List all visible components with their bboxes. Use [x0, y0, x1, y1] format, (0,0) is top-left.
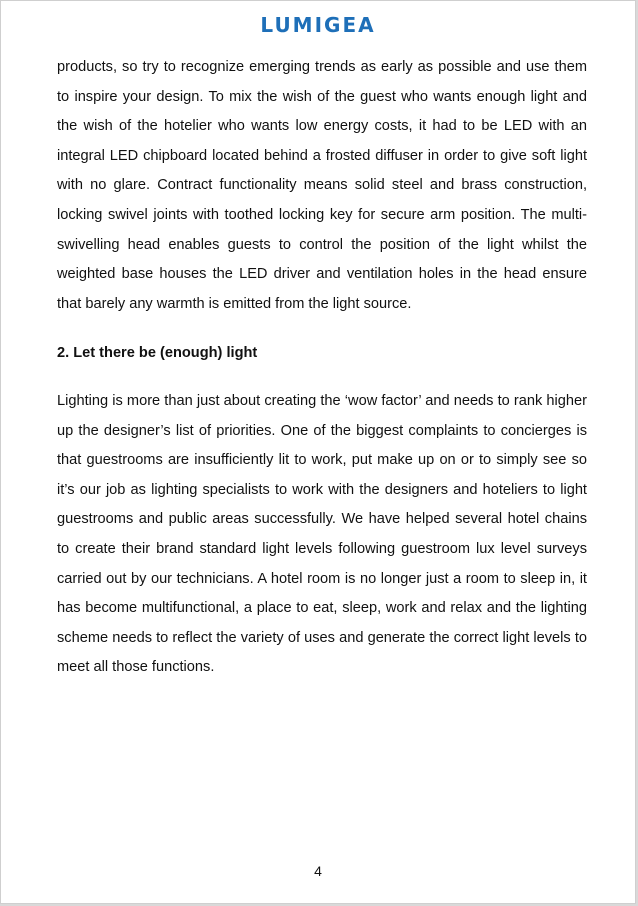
page-number: 4: [314, 863, 322, 879]
section-heading: 2. Let there be (enough) light: [57, 345, 258, 362]
company-logo: LUMIGEA: [260, 13, 376, 37]
body-paragraph-2: Lighting is more than just about creating the ‘wow factor’ and needs to rank higher up the designer’s list of priorities. One of the biggest complaints to concierges is that guestrooms are insufficiently lit to work, put make up on or to simply see so it’s our job as lighting specialists to work with the designers and hoteliers to light guestrooms and public areas successfully. We have helped several hotel chains to create their brand standard light levels following guestroom lux level surveys carried out by our technicians. A hotel room is no longer just a room to sleep in, it has become multifunctional, a place to eat, sleep, work and relax and the lighting scheme needs to reflect the variety of uses and generate the correct light levels to meet all those functions.: [57, 392, 587, 676]
body-paragraph-1: products, so try to recognize emerging trends as early as possible and use them to inspire your design. To mix the wish of the guest who wants enough light and the wish of the hotelier who wants low energy costs, it had to be LED with an integral LED chipboard located behind a frosted diffuser in order to give soft light with no glare. Contract functionality means solid steel and brass construction, locking swivel joints with toothed locking key for secure arm position. The multi-swivelling head enables guests to control the position of the light whilst the weighted base houses the LED driver and ventilation holes in the head ensure that barely any warmth is emitted from the light source.: [57, 59, 587, 312]
page-content: [57, 53, 587, 683]
